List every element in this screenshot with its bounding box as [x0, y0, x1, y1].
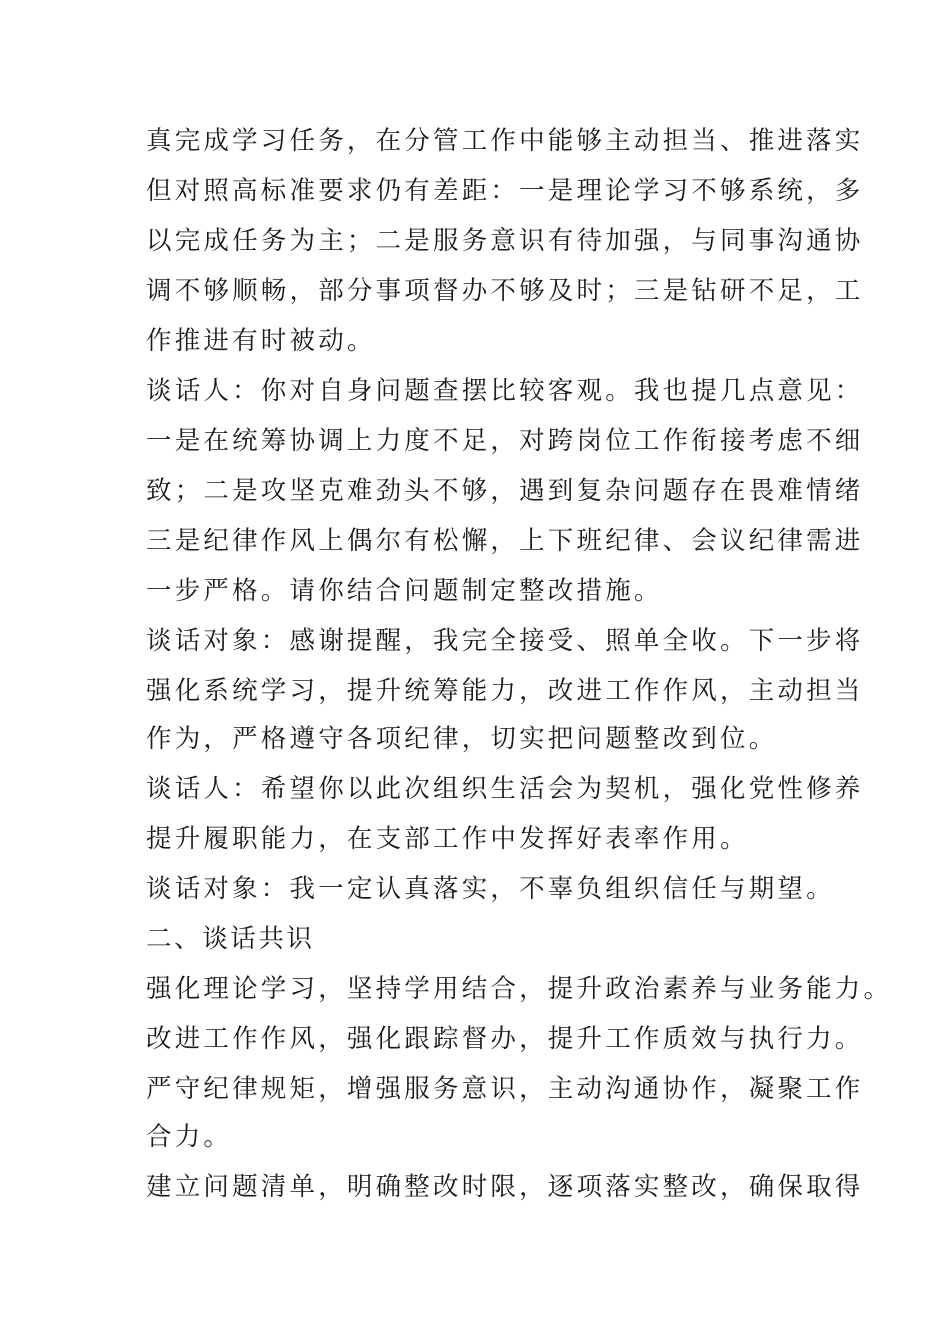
text-line-1: 真完成学习任务，在分管工作中能够主动担当、推进落实	[146, 126, 864, 156]
text-line-22: 建立问题清单，明确整改时限，逐项落实整改，确保取得	[146, 1172, 864, 1202]
text-line-7: 一是在统筹协调上力度不足，对跨岗位工作衔接考虑不细	[146, 426, 864, 456]
text-line-20: 严守纪律规矩，增强服务意识，主动沟通协作，凝聚工作	[146, 1074, 864, 1104]
section-heading-consensus: 二、谈话共识	[146, 924, 315, 954]
text-line-14: 谈话人：希望你以此次组织生活会为契机，强化党性修养	[146, 774, 864, 804]
text-line-11: 谈话对象：感谢提醒，我完全接受、照单全收。下一步将	[146, 626, 864, 656]
text-line-5: 作推进有时被动。	[146, 326, 376, 356]
text-line-6: 谈话人：你对自身问题查摆比较客观。我也提几点意见：	[146, 376, 864, 406]
text-line-9: 三是纪律作风上偶尔有松懈，上下班纪律、会议纪律需进	[146, 526, 864, 556]
text-line-12: 强化系统学习，提升统筹能力，改进工作作风，主动担当	[146, 676, 864, 706]
text-line-19: 改进工作作风，强化跟踪督办，提升工作质效与执行力。	[146, 1024, 864, 1054]
text-line-15: 提升履职能力，在支部工作中发挥好表率作用。	[146, 824, 749, 854]
text-line-8: 致；二是攻坚克难劲头不够，遇到复杂问题存在畏难情绪	[146, 476, 864, 506]
text-line-18: 强化理论学习，坚持学用结合，提升政治素养与业务能力。	[146, 974, 893, 1004]
text-line-4: 调不够顺畅，部分事项督办不够及时；三是钻研不足，工	[146, 276, 864, 306]
text-line-21: 合力。	[146, 1122, 233, 1152]
text-line-3: 以完成任务为主；二是服务意识有待加强，与同事沟通协	[146, 226, 864, 256]
text-line-10: 一步严格。请你结合问题制定整改措施。	[146, 576, 663, 606]
text-line-2: 但对照高标准要求仍有差距：一是理论学习不够系统，多	[146, 176, 864, 206]
text-line-13: 作为，严格遵守各项纪律，切实把问题整改到位。	[146, 724, 778, 754]
text-line-16: 谈话对象：我一定认真落实，不辜负组织信任与期望。	[146, 874, 835, 904]
